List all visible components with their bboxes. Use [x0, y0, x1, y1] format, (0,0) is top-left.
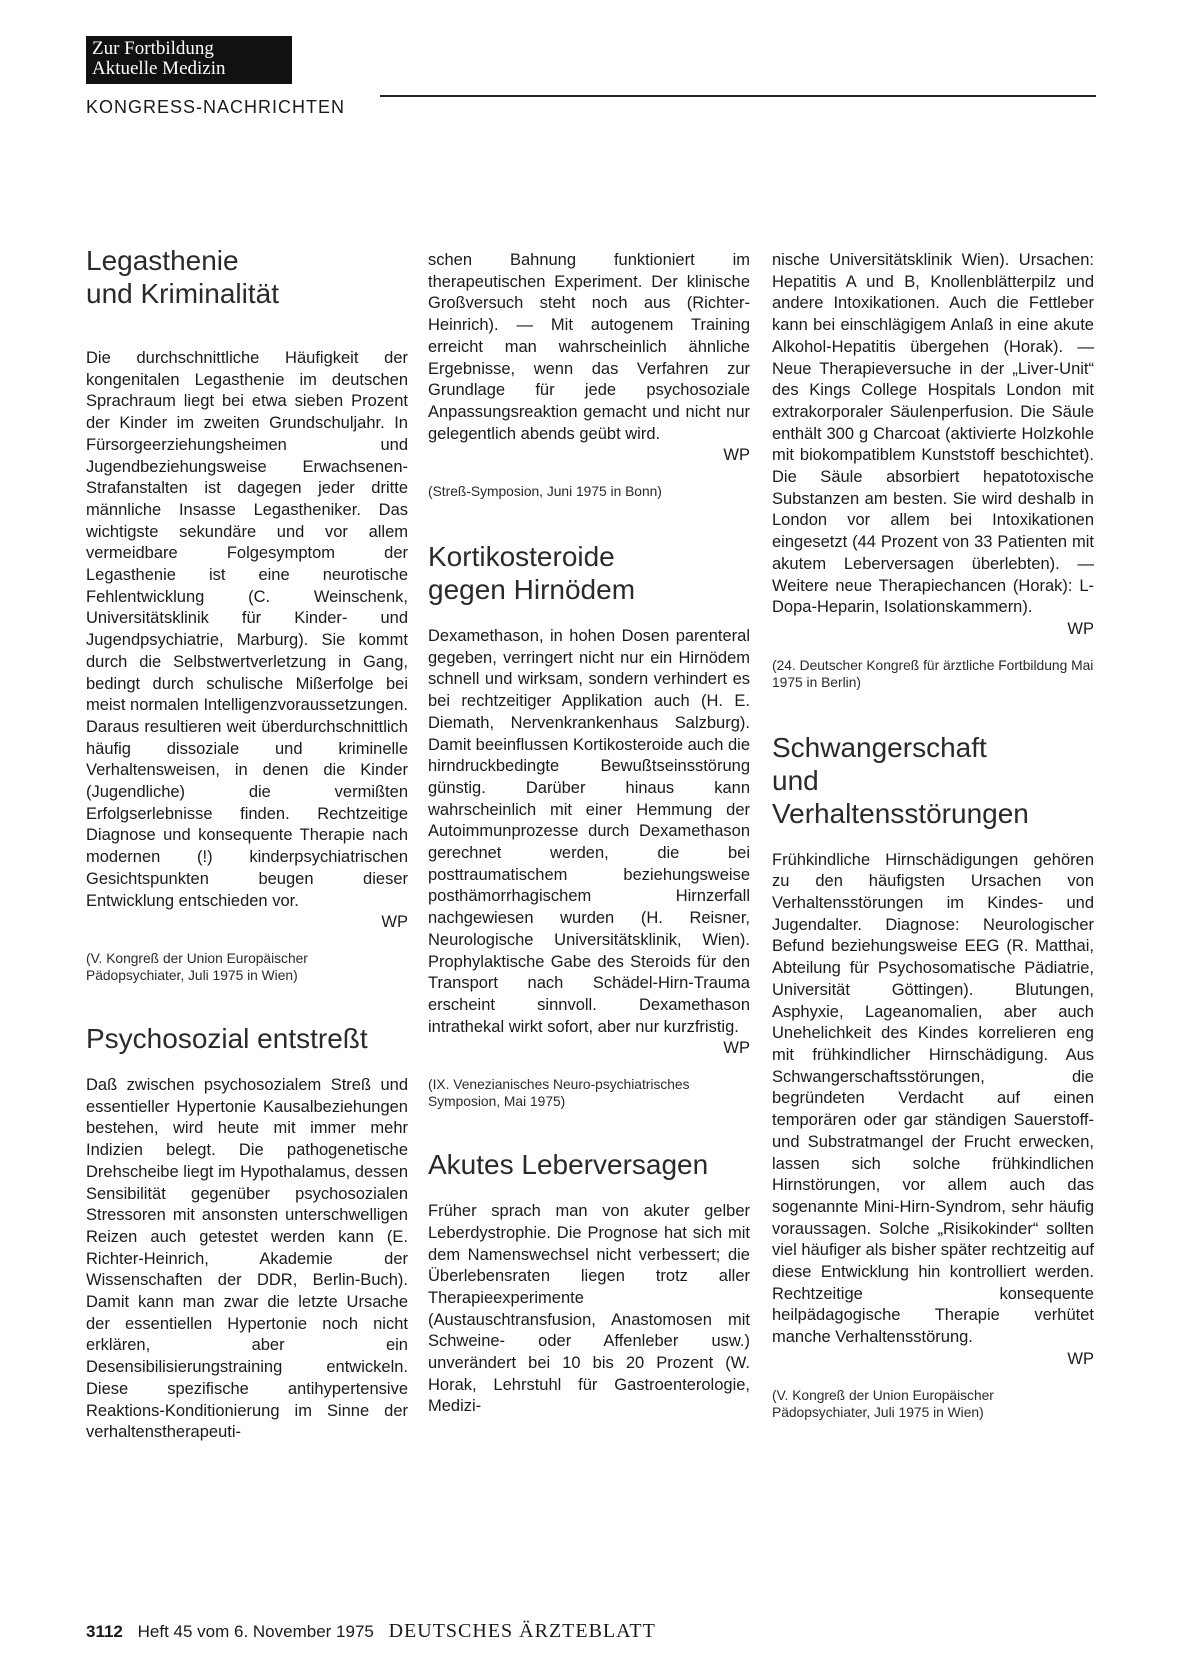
title-line: Schwangerschaft [772, 731, 987, 763]
article-source-kortikosteroide: (IX. Venezianisches Neuro-psychiatrisches Symposion, Mai 1975) [428, 1077, 690, 1110]
body-text: schen Bahnung funktioniert im therapeutischen Experiment. Der klinische Großversuch steht noch aus (Richter-Heinrich). — Mit autogenem Training erreicht man wahrscheinlich ähnliche Ergebnisse, wenn das Verfahren zur Grundlage für jede psychosoziale Anpassungsreaktion gemacht und nicht nur gelegentlich abends geübt wird. [428, 251, 750, 443]
rubric-line-1: Zur Fortbildung [92, 38, 214, 59]
page-footer [86, 1620, 656, 1643]
column-2 [428, 250, 750, 1418]
article-source-legasthenie: (V. Kongreß der Union Europäischer Pädopsychiater, Juli 1975 in Wien) [86, 950, 308, 983]
section-title: KONGRESS-NACHRICHTEN [86, 97, 346, 117]
author-signature: WP [723, 1039, 750, 1058]
article-body-kortikosteroide [428, 626, 750, 1060]
article-body-leberversagen-cont [772, 250, 1094, 641]
title-line: gegen Hirnödem [428, 574, 636, 606]
article-body-psychosozial-cont [428, 250, 750, 467]
article-source-schwangerschaft: (V. Kongreß der Union Europäischer Pädopsychiater, Juli 1975 in Wien) [772, 1387, 994, 1420]
column-3 [772, 250, 1094, 1421]
title-line: und Kriminalität [86, 278, 279, 309]
title-line: Legasthenie [86, 245, 239, 276]
article-title-legasthenie [86, 244, 408, 310]
article-source-leberversagen: (24. Deutscher Kongreß für ärztliche Fortbildung Mai 1975 in Berlin) [772, 657, 1094, 690]
page-number: 3112 [86, 1622, 123, 1641]
article-body-schwangerschaft [772, 850, 1094, 1371]
title-line: Verhaltensstörungen [772, 797, 1029, 829]
column-1 [86, 244, 408, 1444]
author-signature: WP [1067, 1349, 1094, 1368]
article-body-legasthenie [86, 348, 408, 934]
article-title-kortikosteroide [428, 540, 750, 606]
issue-info: Heft 45 vom 6. November 1975 [137, 1622, 374, 1641]
article-body-leberversagen: Früher sprach man von akuter gelber Leberdystrophie. Die Prognose hat sich mit dem Namenswechsel nicht verbessert; die Überlebensraten liegen trotz aller Therapieexperimente (Austauschtransfusion, Anastomosen mit Schweine- oder Affenleber usw.) unverändert bei 10 bis 20 Prozent (W. Horak, Lehrstuhl für Gastroenterologie, Medizi- [428, 1202, 750, 1416]
body-text: Die durchschnittliche Häufigkeit der kongenitalen Legasthenie im deutschen Sprachraum liegt bei etwa sieben Prozent der Kinder im zweiten Grundschuljahr. In Fürsorgeerziehungsheimen und Jugendbeziehungsweise Erwachsenen-Strafanstalten ist dagegen jeder dritte männliche Insasse Legastheniker. Das wichtigste sekundäre und vor allem vermeidbare Folgesymptom der Legasthenie ist eine neurotische Fehlentwicklung (C. Weinschenk, Universitätsklinik für Kinder- und Jugendpsychiatrie, Marburg). Sie kommt durch die Selbstwertverletzung in Gang, bedingt durch schulische Mißerfolge bei meist normalen Intelligenzvoraussetzungen. Daraus resultieren weit überdurchschnittlich häufig dissoziale und kriminelle Verhaltensweisen, in denen die Kinder (Jugendliche) die vermißten Erfolgserlebnisse finden. Rechtzeitige Diagnose und konsequente Therapie nach modernen (!) kinderpsychiatrischen Gesichtspunkten beugen dieser Entwicklung entschieden vor. [86, 349, 408, 910]
article-source-psychosozial: (Streß-Symposion, Juni 1975 in Bonn) [428, 484, 662, 500]
rubric-badge [86, 36, 292, 84]
article-body-psychosozial: Daß zwischen psychosozialem Streß und essentieller Hypertonie Kausalbeziehungen bestehen, wird heute mit immer mehr Indizien belegt. Die pathogenetische Drehscheibe liegt im Hypothalamus, dessen Sensibilität gegenüber psychosozialen Stressoren mit ansonsten unterschwelligen Reizen auch getestet werden kann (E. Richter-Heinrich, Akademie der Wissenschaften der DDR, Berlin-Buch). Damit kann man zwar die letzte Ursache der essentiellen Hypertonie noch nicht erklären, aber ein Desensibilisierungstraining entwickeln. Diese spezifische antihypertensive Reaktions-Konditionierung im Sinne der verhaltenstherapeuti- [86, 1075, 408, 1442]
article-title-schwangerschaft [772, 731, 1094, 830]
author-signature: WP [381, 913, 408, 932]
article-title-psychosozial: Psychosozial entstreßt [86, 1022, 368, 1054]
body-text: nische Universitätsklinik Wien). Ursachen: Hepatitis A und B, Knollenblätterpilz und andere Intoxikationen. Auch die Fettleber kann bei einschlägigem Anlaß in eine akute Alkohol-Hepatitis übergehen (Horak). — Neue Therapieversuche in der „Liver-Unit“ des Kings College Hospitals London mit extrakorporaler Säulenperfusion. Die Säule enthält 300 g Charcoat (aktivierte Holzkohle mit biokompatiblem Kunststoff beschichtet). Die Säule absorbiert hepatotoxische Substanzen am besten. Sie wird deshalb in London vor allem bei Intoxikationen eingesetzt (44 Prozent von 33 Patienten mit akutem Leberversagen überlebten). — Weitere neue Therapiechancen (Horak): L-Dopa-Heparin, Isolationskammern). [772, 251, 1094, 617]
header-rule [380, 95, 1096, 97]
body-text: Dexamethason, in hohen Dosen parenteral gegeben, verringert nicht nur ein Hirnödem schnell und wirksam, sondern verhindert es bei rechtzeitiger Applikation auch (H. E. Diemath, Nervenkrankenhaus Salzburg). Damit beeinflussen Kortikosteroide auch die hirndruckbedingte Bewußtseinsstörung günstig. Darüber hinaus kann wahrscheinlich mit einer Hemmung der Autoimmunprozesse durch Dexamethason gerechnet werden, die bei posttraumatischem beziehungsweise posthämorrhagischem Hirnzerfall nachgewiesen wurden (H. Reisner, Neurologische Universitätsklinik, Wien). Prophylaktische Gabe des Steroids für den Transport nach Schädel-Hirn-Trauma erscheint sinnvoll. Dexamethason intrathekal wirkt sofort, aber nur kurzfristig. [428, 627, 750, 1036]
title-line: und [772, 764, 819, 796]
article-title-leberversagen: Akutes Leberversagen [428, 1149, 709, 1181]
rubric-line-2: Aktuelle Medizin [92, 58, 226, 79]
magazine-name: DEUTSCHES ÄRZTEBLATT [388, 1620, 656, 1642]
author-signature: WP [1067, 619, 1094, 638]
title-line: Kortikosteroide [428, 541, 615, 573]
body-text: Frühkindliche Hirnschädigungen gehören zu den häufigsten Ursachen von Verhaltensstörungen im Kindes- und Jugendalter. Diagnose: Neurologischer Befund beziehungsweise EEG (R. Matthai, Abteilung für Psychosomatische Pädiatrie, Universität Göttingen). Blutungen, Asphyxie, Lageanomalien, aber auch Unehelichkeit des Kindes korrelieren eng mit frühkindlicher Hirnschädigung. Aus Schwangerschaftsstörungen, die begründeten Verdacht auf einen temporären oder gar ständigen Sauerstoff- und Substratmangel der Frucht erwecken, lassen sich solche frühkindlichen Hirnstörungen, vor allem auch das sogenannte Mini-Hirn-Syndrom, sehr häufig voraussagen. Solche „Risikokinder“ sollten viel häufiger als bisher später rechtzeitig auf diese Entwicklung hin kontrolliert werden. Rechtzeitige konsequente heilpädagogische Therapie verhütet manche Verhaltensstörung. [772, 850, 1094, 1347]
author-signature: WP [723, 446, 750, 465]
